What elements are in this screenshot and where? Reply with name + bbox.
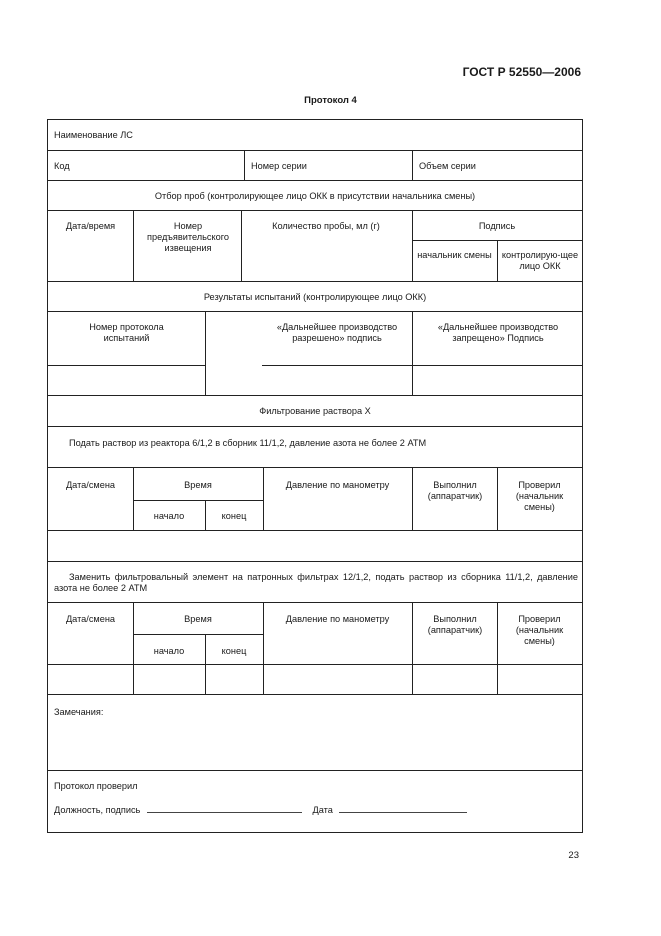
standard-code: ГОСТ Р 52550—2006	[462, 65, 581, 79]
remarks-label: Замечания:	[54, 707, 104, 717]
series-number-label: Номер серии	[251, 161, 307, 171]
checked-by-label: Протокол проверил	[54, 781, 138, 791]
code-label: Код	[54, 161, 70, 171]
col-protocol-number: Номер протокола испытаний	[89, 322, 164, 343]
signature-line	[54, 804, 467, 816]
col-production-allowed: «Дальнейшее производство разрешено» подпись	[276, 322, 398, 343]
step2-col-end: конец	[221, 646, 247, 656]
page-number: 23	[568, 850, 579, 861]
col-sample-quantity: Количество пробы, мл (г)	[272, 221, 380, 231]
signature-blank	[147, 804, 302, 813]
step1-col-date-shift: Дата/смена	[65, 480, 116, 490]
step1-col-pressure: Давление по манометру	[285, 480, 390, 490]
step1-col-end: конец	[221, 511, 247, 521]
col-signature: Подпись	[478, 221, 516, 231]
col-datetime: Дата/время	[65, 221, 116, 231]
position-signature-label: Должность, подпись	[54, 805, 141, 815]
step2-col-pressure: Давление по манометру	[285, 614, 390, 624]
step1-col-time: Время	[184, 480, 212, 490]
col-shift-chief: начальник смены	[417, 250, 492, 260]
protocol-form	[47, 119, 583, 833]
step2-col-start: начало	[153, 646, 185, 656]
drug-name-label: Наименование ЛС	[54, 130, 133, 140]
col-qc-person: контролирую-щее лицо ОКК	[501, 250, 579, 271]
protocol-title: Протокол 4	[304, 95, 357, 106]
step2-col-checked: Проверил (начальник смены)	[515, 614, 564, 646]
step2-col-performed: Выполнил (аппаратчик)	[427, 614, 483, 635]
step1-col-start: начало	[153, 511, 185, 521]
step1-col-checked: Проверил (начальник смены)	[515, 480, 564, 512]
step2-col-time: Время	[184, 614, 212, 624]
date-blank	[339, 804, 467, 813]
series-volume-label: Объем серии	[419, 161, 476, 171]
step1-col-performed: Выполнил (аппаратчик)	[427, 480, 483, 501]
step2-instruction: Заменить фильтровальный элемент на патронных фильтрах 12/1,2, подать раствор из сборника 11/1,2, давление азота не более 2 АТМ	[54, 572, 578, 593]
col-production-forbidden: «Дальнейшее производство запрещено» Подпись	[437, 322, 559, 343]
step2-col-date-shift: Дата/смена	[65, 614, 116, 624]
sampling-header: Отбор проб (контролирующее лицо ОКК в присутствии начальника смены)	[154, 191, 476, 201]
results-header: Результаты испытаний (контролирующее лицо ОКК)	[203, 292, 427, 302]
date-label: Дата	[312, 805, 333, 815]
filtration-header: Фильтрование раствора Х	[259, 406, 371, 416]
step1-instruction: Подать раствор из реактора 6/1,2 в сборник 11/1,2, давление азота не более 2 АТМ	[69, 438, 427, 448]
col-notice-number: Номер предъявительского извещения	[146, 221, 230, 253]
